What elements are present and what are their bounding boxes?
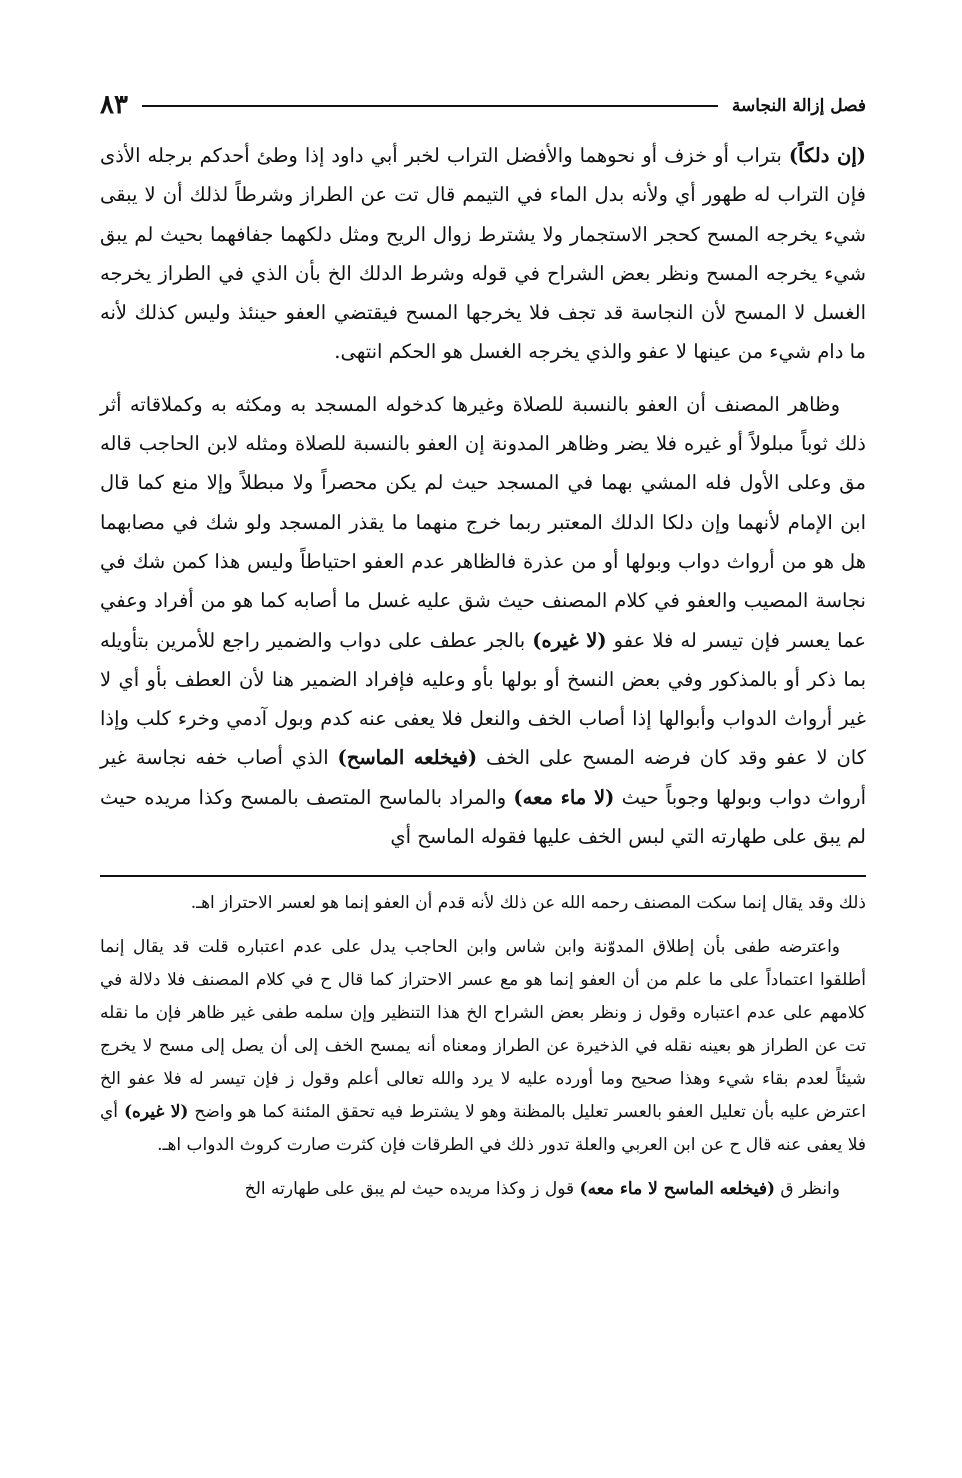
footnote-text: قول ز وكذا مريده حيث لم يبق على طهارته الخ: [244, 1179, 580, 1200]
header-rule: [142, 105, 718, 107]
quoted-phrase: (لا غيره): [123, 1102, 189, 1123]
footnote-text: واعترضه طفى بأن إطلاق المدوّنة وابن شاس وابن الحاجب يدل على عدم اعتباره قلت قد يقال إنما أطلقوا اعتماداً على ما علم من أن العفو إنما هو مع عسر الاحتراز كما قال ح في كلام المصنف فلا دلالة في كلامهم على عدم اعتباره وقول ز ونظر بعض الشراح الخ هذا التنظير وإن سلمه طفى غير ظاهر فإن ما نقله تت عن الطراز هو بعينه نقله في الذخيرة عن الطراز ومعناه أنه يمسح الخف إلى أن يصل إلى مسح لا يخرج شيئاً لعدم بقاء شيء وهذا صحيح وما أورده عليه لا يرد والله تعالى أعلم وقول ز فإن تيسر له فلا عفو الخ اعترض عليه بأن تعليل العفو بالعسر تعليل بالمظنة وهو لا يشترط فيه تحقق المئنة كما هو واضح: [100, 937, 866, 1123]
quoted-phrase: (لا ماء معه): [513, 785, 615, 809]
paragraph-text: بتراب أو خزف أو نحوهما والأفضل التراب لخبر أبي داود إذا وطئ أحدكم برجله الأذى فإن التراب له طهور أي ولأنه بدل الماء في التيمم قال تت عن الطراز وشرطاً لذلك أن لا يبقى شيء يخرجه المسح كحجر الاستجمار ولا يشترط زوال الريح ومثل دلكهما جفافهما بحيث لم يبق شيء يخرجه المسح ونظر بعض الشراح في قوله وشرط الدلك الخ بأن الذي في الطراز يخرجه الغسل لا المسح لأن النجاسة قد تجف فلا يخرجها المسح فيقتضي العفو حينئذ وليس كذلك لأنه ما دام شيء من عينها لا عفو والذي يخرجه الغسل هو الحكم انتهى.: [100, 144, 866, 364]
footnotes: [100, 887, 866, 1206]
paragraph-2: [100, 385, 866, 857]
footnote-text: أي فلا يعفى عنه قال ح عن ابن العربي والعلة تدور ذلك في الطرقات فإن كثرت صارت كروث الدواب اهـ.: [100, 1102, 866, 1156]
paragraph-1: [100, 136, 866, 372]
page-header: [100, 78, 866, 118]
chapter-title: فصل إزالة النجاسة: [731, 96, 866, 116]
footnote-1: ذلك وقد يقال إنما سكت المصنف رحمه الله عن ذلك لأنه قدم أن العفو إنما هو لعسر الاحتراز اهـ.: [190, 893, 866, 914]
main-text: [100, 136, 866, 856]
paragraph-text: الذي أصاب خفه نجاسة غير أرواث دواب وبولها وجوباً حيث: [100, 746, 867, 809]
paragraph-text: والمراد بالماسح المتصف بالمسح وكذا مريده حيث لم يبق على طهارته التي لبس الخف عليها فقوله الماسح أي: [100, 785, 866, 849]
footnote-3: [100, 1173, 866, 1206]
quoted-phrase: (فيخلعه الماسح لا ماء معه): [579, 1179, 775, 1200]
footnote-separator: [100, 875, 866, 877]
page-number: ٨٣: [100, 90, 128, 120]
quoted-phrase: (إن دلكاً): [788, 144, 866, 167]
paragraph-text: بالجر عطف على دواب والضمير راجع للأمرين بتأويله بما ذكر أو بالمذكور وفي بعض النسخ أو بولها بأو وعليه فإفراد الضمير هنا لأن العطف بأو أي لا غير أرواث الدواب وأبوالها إذا أصاب الخف والنعل فلا يعفى عنه كدم وبول آدمي وخرء كلب وإذا كان لا عفو وقد كان فرضه المسح على الخف: [100, 628, 866, 770]
quoted-phrase: (لا غيره): [532, 628, 607, 652]
paragraph-text: وظاهر المصنف أن العفو بالنسبة للصلاة وغيرها كدخوله المسجد به ومكثه به وكملاقاته أثر ذلك ثوباً مبلولاً أو غيره فلا يضر وظاهر المدونة إن العفو بالنسبة للصلاة ومثله لابن الحاجب قاله مق وعلى الأول فله المشي بهما في المسجد حيث لم يكن محصراً ولا مبطلاً وإلا منع كما قال ابن الإمام لأنهما وإن دلكا الدلك المعتبر ربما خرج منهما ما يقذر المسجد ولو شك في مصابهما هل هو من أرواث دواب وبولها أو من عذرة فالظاهر عدم العفو احتياطاً وليس هذا كمن شك في نجاسة المصيب والعفو في كلام المصنف حيث شق عليه غسل ما أصابه كما هو من أفراد وعفي عما يعسر فإن تيسر له فلا عفو: [100, 392, 866, 652]
footnote-2: [100, 931, 866, 1162]
book-page: [100, 78, 866, 1458]
footnote-text: وانظر ق: [775, 1179, 840, 1200]
quoted-phrase: (فيخلعه الماسح): [337, 746, 478, 770]
